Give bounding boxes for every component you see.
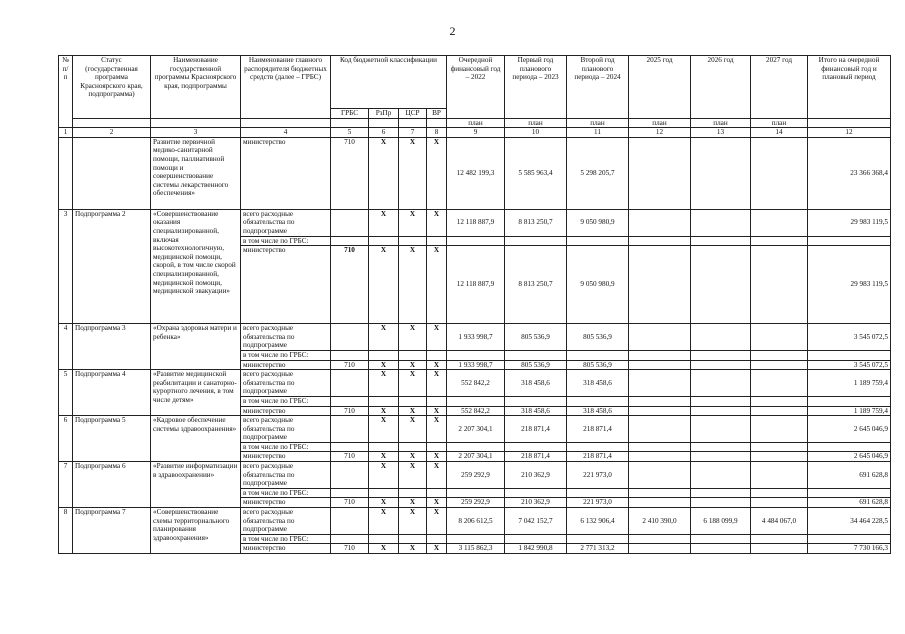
grbs-name: министерство [241,452,331,462]
header-vr: ВР [427,109,447,119]
value-2025: 2 410 390,0 [629,508,691,535]
incl-grbs-label: в том числе по ГРБС: [241,488,331,498]
header-grbs: ГРБС [331,109,369,119]
value-2022: 259 292,9 [447,498,505,508]
column-number: 5 [331,128,369,138]
value-2024: 318 458,6 [567,370,629,397]
rzpr-cell: X [369,246,399,324]
csr-cell: X [399,324,427,351]
value-2022: 12 482 199,3 [447,137,505,209]
grbs-code: 710 [331,360,369,370]
budget-table [58,55,891,554]
row-number: 3 [59,209,73,323]
rzpr-cell: X [369,416,399,443]
rzpr-cell: X [369,544,399,554]
header-plan-blank [369,118,399,128]
column-number: 10 [505,128,567,138]
table-header-row [59,56,891,109]
row-number: 4 [59,324,73,370]
value-2023: 7 042 152,7 [505,508,567,535]
grbs-code: 710 [331,406,369,416]
value-2022: 552 842,2 [447,370,505,397]
vr-cell: X [427,498,447,508]
table-header-row [59,118,891,128]
value-2022: 2 207 304,1 [447,452,505,462]
column-number: 6 [369,128,399,138]
csr-cell: X [399,370,427,397]
column-number: 12 [629,128,691,138]
value-total: 34 464 228,5 [808,508,891,535]
grbs-name: министерство [241,360,331,370]
header-budget-code: Код бюджетной классификации [331,56,447,109]
header-2025: 2025 год [629,56,691,119]
header-plan-blank [399,118,427,128]
grbs-name: министерство [241,498,331,508]
vr-cell: X [427,462,447,489]
all-expenses-label: всего расходные обязательства по подпрограмме [241,324,331,351]
rzpr-cell: X [369,406,399,416]
header-2024: Второй год планового периода – 2024 [567,56,629,119]
header-num: № п/п [59,56,73,128]
header-csr: ЦСР [399,109,427,119]
value-total: 2 645 046,9 [808,416,891,443]
column-number: 13 [691,128,751,138]
table-row [59,324,891,351]
csr-cell: X [399,406,427,416]
value-2024: 221 973,0 [567,498,629,508]
header-plan-blank [241,118,331,128]
grbs-code: 710 [331,452,369,462]
all-expenses-label: всего расходные обязательства по подпрограмме [241,508,331,535]
vr-cell: X [427,452,447,462]
grbs-code: 710 [331,246,369,324]
grbs-name: министерство [241,246,331,324]
header-plan-label: план [505,118,567,128]
value-total: 1 189 759,4 [808,406,891,416]
table-row [59,416,891,443]
vr-cell: X [427,246,447,324]
program-name: «Совершенствование оказания специализированной, включая высокотехнологичную, медицинской помощи, скорой, в том числе скорой специализированной, медицинской помощи, медицинской эвакуации» [151,209,241,323]
value-2024: 218 871,4 [567,452,629,462]
csr-cell: X [399,508,427,535]
header-plan-blank [427,118,447,128]
value-2023: 210 362,9 [505,498,567,508]
value-total: 1 189 759,4 [808,370,891,397]
value-total: 691 628,8 [808,462,891,489]
incl-grbs-label: в том числе по ГРБС: [241,534,331,544]
table-row [59,508,891,535]
column-number: 3 [151,128,241,138]
row-number: 6 [59,416,73,462]
vr-cell: X [427,360,447,370]
value-total: 23 366 368,4 [808,137,891,209]
value-2023: 218 871,4 [505,416,567,443]
header-plan-blank [151,118,241,128]
value-2023: 8 813 250,7 [505,209,567,236]
value-total: 7 730 166,3 [808,544,891,554]
value-2023: 8 813 250,7 [505,246,567,324]
value-2022: 1 933 998,7 [447,360,505,370]
header-grbs-name: Наименование главного распорядителя бюджетных средств (далее – ГРБС) [241,56,331,119]
value-2024: 805 536,9 [567,360,629,370]
value-total: 29 983 119,5 [808,246,891,324]
vr-cell: X [427,406,447,416]
value-2024: 805 536,9 [567,324,629,351]
table-row [59,370,891,397]
rzpr-cell: X [369,508,399,535]
vr-cell: X [427,137,447,209]
value-2024: 9 050 980,9 [567,246,629,324]
csr-cell: X [399,246,427,324]
value-2026: 6 188 099,9 [691,508,751,535]
grbs-code: 710 [331,544,369,554]
csr-cell: X [399,544,427,554]
all-expenses-label: всего расходные обязательства по подпрограмме [241,416,331,443]
rzpr-cell: X [369,370,399,397]
value-2023: 5 585 963,4 [505,137,567,209]
incl-grbs-label: в том числе по ГРБС: [241,442,331,452]
value-2022: 2 207 304,1 [447,416,505,443]
value-2023: 1 842 990,8 [505,544,567,554]
rzpr-cell: X [369,452,399,462]
row-status: Подпрограмма 4 [73,370,151,416]
column-number: 12 [808,128,891,138]
row-status: Подпрограмма 6 [73,462,151,508]
value-total: 3 545 072,5 [808,360,891,370]
value-2024: 221 973,0 [567,462,629,489]
row-number: 8 [59,508,73,554]
csr-cell: X [399,462,427,489]
value-2023: 805 536,9 [505,360,567,370]
header-plan-label: план [691,118,751,128]
value-2024: 5 298 205,7 [567,137,629,209]
value-total: 691 628,8 [808,498,891,508]
rzpr-cell: X [369,137,399,209]
table-row [59,209,891,236]
value-2024: 2 771 313,2 [567,544,629,554]
all-expenses-label: всего расходные обязательства по подпрограмме [241,370,331,397]
value-2022: 552 842,2 [447,406,505,416]
table-row [59,137,891,209]
header-2023: Первый год планового периода – 2023 [505,56,567,119]
column-number: 1 [59,128,73,138]
header-plan-label: план [447,118,505,128]
csr-cell: X [399,209,427,236]
value-2024: 9 050 980,9 [567,209,629,236]
incl-grbs-label: в том числе по ГРБС: [241,350,331,360]
csr-cell: X [399,498,427,508]
csr-cell: X [399,360,427,370]
csr-cell: X [399,452,427,462]
value-2024: 6 132 906,4 [567,508,629,535]
rzpr-cell: X [369,360,399,370]
value-2024: 318 458,6 [567,406,629,416]
table-row [59,462,891,489]
incl-grbs-label: в том числе по ГРБС: [241,396,331,406]
csr-cell: X [399,416,427,443]
header-2026: 2026 год [691,56,751,119]
csr-cell: X [399,137,427,209]
value-2023: 318 458,6 [505,406,567,416]
row-number: 7 [59,462,73,508]
vr-cell: X [427,209,447,236]
header-rzpr: РзПр [369,109,399,119]
incl-grbs-label: в том числе по ГРБС: [241,236,331,246]
value-2022: 8 206 612,5 [447,508,505,535]
column-number: 14 [751,128,808,138]
value-2023: 218 871,4 [505,452,567,462]
header-plan-blank [73,118,151,128]
value-2023: 805 536,9 [505,324,567,351]
grbs-code: 710 [331,137,369,209]
vr-cell: X [427,416,447,443]
column-number: 7 [399,128,427,138]
all-expenses-label: всего расходные обязательства по подпрограмме [241,209,331,236]
value-2022: 12 118 887,9 [447,246,505,324]
value-2022: 3 115 862,3 [447,544,505,554]
page-number: 2 [449,24,456,38]
row-status: Подпрограмма 7 [73,508,151,554]
grbs-name: министерство [241,544,331,554]
rzpr-cell: X [369,498,399,508]
value-2022: 12 118 887,9 [447,209,505,236]
row-status: Подпрограмма 2 [73,209,151,323]
program-name: «Совершенствование схемы территориального планирования здравоохранения» [151,508,241,554]
value-total: 29 983 119,5 [808,209,891,236]
program-name: «Кадровое обеспечение системы здравоохранения» [151,416,241,462]
vr-cell: X [427,370,447,397]
vr-cell: X [427,324,447,351]
all-expenses-label: всего расходные обязательства по подпрограмме [241,462,331,489]
value-2023: 318 458,6 [505,370,567,397]
header-plan-blank [331,118,369,128]
value-2023: 210 362,9 [505,462,567,489]
vr-cell: X [427,508,447,535]
header-2022: Очередной финансовый год – 2022 [447,56,505,119]
program-name: «Развитие медицинской реабилитации и санаторно-курортного лечения, в том числе детям» [151,370,241,416]
column-number: 8 [427,128,447,138]
value-total: 3 545 072,5 [808,324,891,351]
column-number: 4 [241,128,331,138]
rzpr-cell: X [369,209,399,236]
header-plan-label: план [751,118,808,128]
header-total: Итого на очередной финансовый год и плановый период [808,56,891,119]
column-numbers-row [59,128,891,138]
program-name: «Охрана здоровья матери и ребенка» [151,324,241,370]
vr-cell: X [427,544,447,554]
row-status: Подпрограмма 5 [73,416,151,462]
rzpr-cell: X [369,462,399,489]
column-number: 2 [73,128,151,138]
header-plan-label: план [629,118,691,128]
grbs-code: 710 [331,498,369,508]
grbs-name: министерство [241,137,331,209]
value-2022: 1 933 998,7 [447,324,505,351]
column-number: 11 [567,128,629,138]
value-2027: 4 484 067,0 [751,508,808,535]
header-name: Наименование государственной программы Красноярского края, подпрограммы [151,56,241,119]
header-2027: 2027 год [751,56,808,119]
value-2024: 218 871,4 [567,416,629,443]
program-name: Развитие первичной медико-санитарной помощи, паллиативной помощи и совершенствование системы лекарственного обеспечения» [151,137,241,209]
row-status: Подпрограмма 3 [73,324,151,370]
program-name: «Развитие информатизации в здравоохранении» [151,462,241,508]
grbs-name: министерство [241,406,331,416]
value-2022: 259 292,9 [447,462,505,489]
column-number: 9 [447,128,505,138]
rzpr-cell: X [369,324,399,351]
header-plan-blank [808,118,891,128]
value-total: 2 645 046,9 [808,452,891,462]
header-status: Статус (государственная программа Красноярского края, подпрограмма) [73,56,151,119]
header-plan-label: план [567,118,629,128]
row-number: 5 [59,370,73,416]
